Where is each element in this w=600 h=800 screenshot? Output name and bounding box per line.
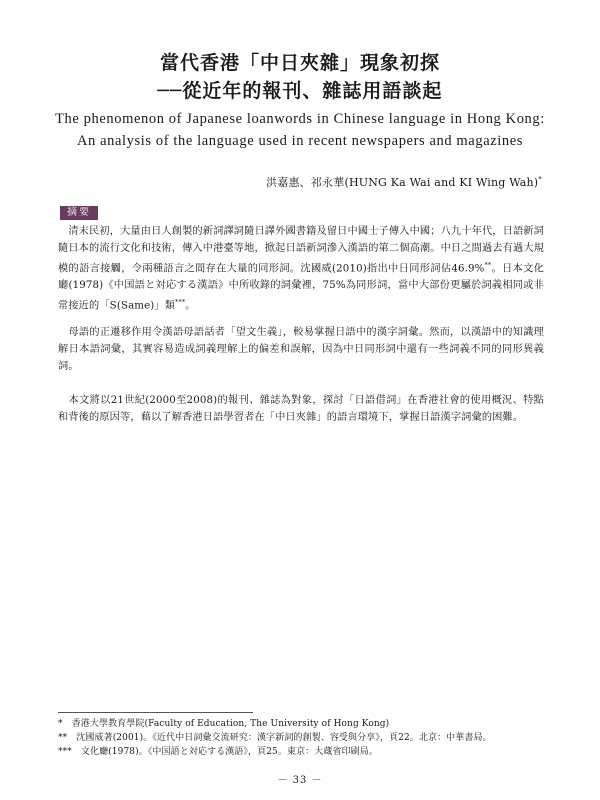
- p3-text: 本文將以21世紀(2000至2008)的報刊、雜誌為對象，探討「日語借詞」在香港社會的使用概況、特點和背後的原因等，藉以了解香港日語學習者在「中日夾雜」的語言環境下，掌握日語漢字詞彙的困難。: [58, 395, 544, 423]
- p1-text-a: 清末民初，大量由日人創製的新詞譯詞隨日譯外國書籍及留日中國士子傳入中國；八九十年代，日語新詞隨日本的流行文化和技術，傳入中港臺等地，掀起日語新詞滲入漢語的第二個高潮。中日之間過去有過大規模的語言接觸，令兩種語言之間存在大量的同形詞。沈國威(2010)指出中日同形詞佔46.9%: [58, 226, 544, 275]
- abstract-paragraph-2: [58, 324, 544, 375]
- english-subtitle: An analysis of the language used in recent newspapers and magazines: [76, 133, 524, 149]
- abstract-paragraph-1: [58, 223, 544, 315]
- p2-text: 母語的正遷移作用令漢語母語話者「望文生義」，較易掌握日語中的漢字詞彙。然而，以漢語中的知識理解日本語詞彙，其實容易造成詞義理解上的偏差和誤解，因為中日同形詞中還有一些詞義不同的同形異義詞。: [58, 327, 544, 372]
- author-names: 洪嘉惠、祁永華(HUNG Ka Wai and KI Wing Wah): [266, 176, 539, 189]
- page-number: － 33 －: [277, 775, 323, 786]
- chinese-subtitle: ──從近年的報刊、雜誌用語談起: [157, 80, 443, 102]
- p1-text-b: 。日本文化廳(1978)《中国語と対応する漢語》中所收錄的詞彙裡，75%為同形詞，當中大部份更屬於詞義相同或非常接近的「S(Same)」類: [58, 263, 544, 312]
- chinese-title: 當代香港「中日夾雜」現象初探: [159, 52, 440, 74]
- footnote-2: ** 沈國威著(2001)。《近代中日詞彙交流研究：漢字新詞的創製、容受與分享》，頁22。北京：中華書局。: [58, 733, 492, 743]
- p1-text-c: 。: [185, 300, 196, 312]
- english-title: The phenomenon of Japanese loanwords in Chinese language in Hong Kong:: [55, 111, 545, 127]
- footnote-1: * 香港大學教育學院(Faculty of Education, The University of Hong Kong): [58, 719, 390, 729]
- author-line: [266, 174, 542, 190]
- footnote-ref-2: **: [484, 261, 492, 269]
- abstract-paragraph-3: [58, 392, 544, 426]
- footnote-divider: [58, 712, 253, 713]
- footnote-3: *** 文化廳(1978)。《中国語と対応する漢語》，頁25。東京：大蔵省印刷局。: [58, 747, 378, 757]
- footnote-ref-3: ***: [175, 298, 186, 307]
- abstract-label: 摘要: [60, 206, 98, 220]
- author-footnote-marker: *: [538, 175, 542, 184]
